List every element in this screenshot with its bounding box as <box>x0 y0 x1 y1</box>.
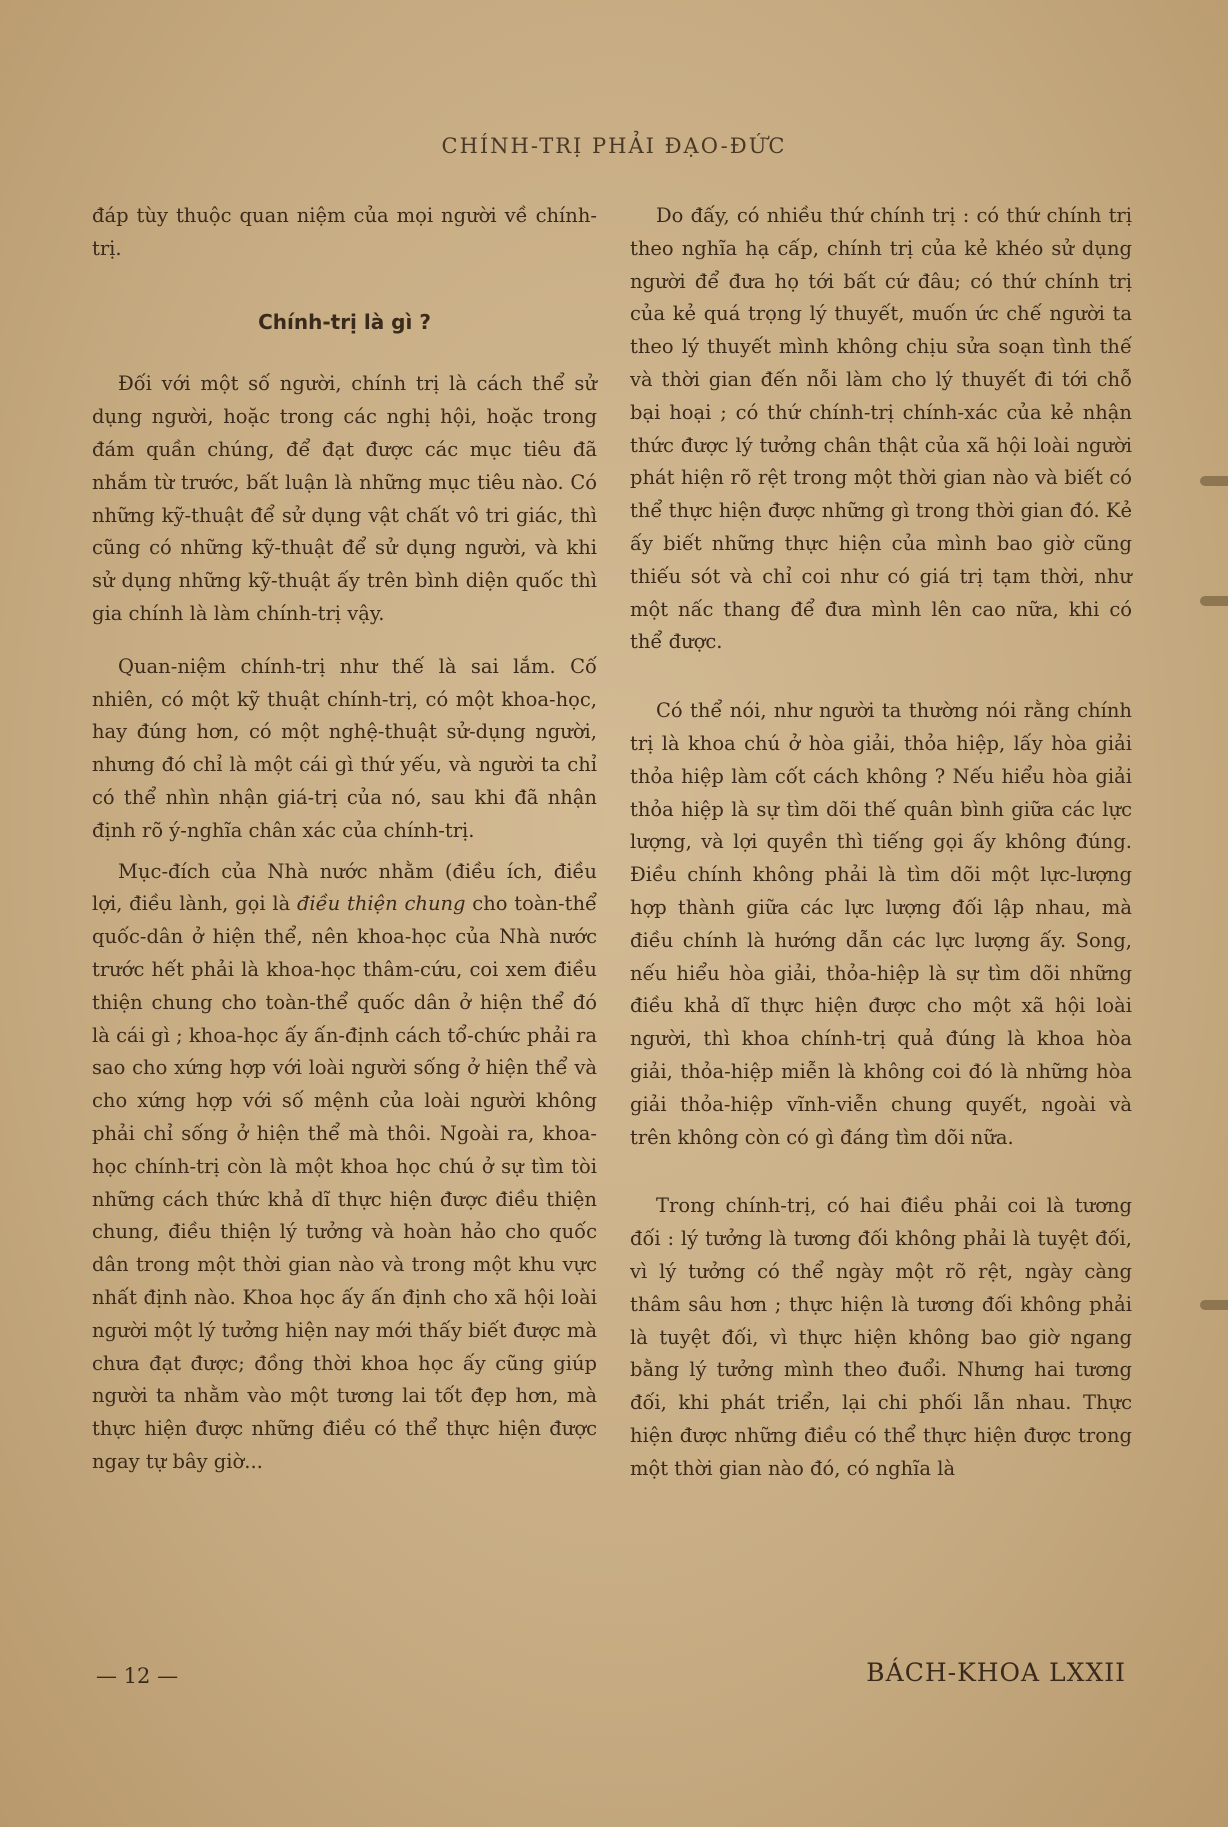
paragraph: Đối với một số người, chính trị là cách thể sử dụng người, hoặc trong các nghị hội, hoặc trong đám quần chúng, để đạt được các mục tiêu đã nhắm từ trước, bất luận là những mục tiêu nào. Có những kỹ-thuật để sử dụng vật chất vô tri giác, thì cũng có những kỹ-thuật để sử dụng người, và khi sử dụng những kỹ-thuật ấy trên bình diện quốc thì gia chính là làm chính-trị vậy. <box>92 372 597 625</box>
magazine-issue: BÁCH-KHOA LXXII <box>866 1658 1126 1687</box>
running-header: CHÍNH-TRỊ PHẢI ĐẠO-ĐỨC <box>441 134 787 158</box>
paragraph: Trong chính-trị, có hai điều phải coi là tương đối : lý tưởng là tương đối không phải là tuyệt đối, vì lý tưởng có thể ngày một rõ rệt, ngày càng thâm sâu hơn ; thực hiện là tương đối không phải là tuyệt đối, vì thực hiện không bao giờ ngang bằng lý tưởng mình theo đuổi. Nhưng hai tương đối, khi phát triển, lại chi phối lẫn nhau. Thực hiện được những điều có thể thực hiện được trong một thời gian nào đó, có nghĩa là <box>630 1194 1132 1480</box>
paragraph: Do đấy, có nhiều thứ chính trị : có thứ chính trị theo nghĩa hạ cấp, chính trị của kẻ khéo sử dụng người để đưa họ tới bất cứ đâu; có thứ chính trị của kẻ quá trọng lý thuyết, muốn ức chế người ta theo lý thuyết mình không chịu sửa soạn tình thế và thời gian đến nỗi làm cho lý thuyết đi tới chỗ bại hoại ; có thứ chính-trị chính-xác của kẻ nhận thức được lý tưởng chân thật của xã hội loài người phát hiện rõ rệt trong một thời gian nào và biết có thể thực hiện được những gì trong thời gian đó. Kẻ ấy biết những thực hiện của mình bao giờ cũng thiếu sót và chỉ coi như có giá trị tạm thời, như một nấc thang để đưa mình lên cao nữa, khi có thể được. <box>630 204 1132 654</box>
paper-edge-mark <box>1200 1300 1228 1310</box>
paper-edge-mark <box>1200 596 1228 606</box>
page-number: — 12 — <box>96 1664 179 1688</box>
paragraph: Có thể nói, như người ta thường nói rằng chính trị là khoa chú ở hòa giải, thỏa hiệp, lấy hòa giải thỏa hiệp làm cốt cách không ? Nếu hiểu hòa giải thỏa hiệp là sự tìm dõi thế quân bình giữa các lực lượng, và lợi quyền thì tiếng gọi ấy không đúng. Điều chính không phải là tìm dõi một lực-lượng hợp thành giữa các lực lượng đối lập nhau, mà điều chính là hướng dẫn các lực lượng ấy. Song, nếu hiểu hòa giải, thỏa-hiệp là sự tìm dõi những điều khả dĩ thực hiện được cho một xã hội loài người, thì khoa chính-trị quả đúng là khoa hòa giải, thỏa-hiệp miễn là không coi đó là những hòa giải thỏa-hiệp vĩnh-viễn chung quyết, ngoài và trên không còn có gì đáng tìm dõi nữa. <box>630 699 1132 1149</box>
emphasis-text: điều thiện chung <box>296 892 466 916</box>
paragraph-continued: đáp tùy thuộc quan niệm của mọi người về chính-trị. <box>92 204 597 260</box>
right-column <box>630 200 1132 1485</box>
paper-edge-mark <box>1200 476 1228 486</box>
paragraph: Mục-đích của Nhà nước nhằm (điều ích, điều lợi, điều lành, gọi là điều thiện chung cho toàn-thể quốc-dân ở hiện thể, nên khoa-học của Nhà nước trước hết phải là khoa-học thâm-cứu, coi xem điều thiện chung cho toàn-thể quốc dân ở hiện thể đó là cái gì ; khoa-học ấy ấn-định cách tổ-chức phải ra sao cho xứng hợp với loài người sống ở hiện thể và cho xứng hợp với số mệnh của loài người không phải chỉ sống ở hiện thể mà thôi. Ngoài ra, khoa-học chính-trị còn là một khoa học chú ở sự tìm tòi những cách thức khả dĩ thực hiện được điều thiện chung, điều thiện lý tưởng và hoàn hảo cho quốc dân trong một thời gian nào và trong một khu vực nhất định nào. Khoa học ấy ấn định cho xã hội loài người một lý tưởng hiện nay mới thấy biết được mà chưa đạt được; đồng thời khoa học ấy cũng giúp người ta nhằm vào một tương lai tốt đẹp hơn, mà thực hiện được những điều có thể thực hiện được ngay tự bây giờ... <box>92 859 598 1473</box>
section-heading: Chính-trị là gì ? <box>258 309 431 334</box>
left-column <box>92 200 597 1479</box>
paragraph: Quan-niệm chính-trị như thế là sai lắm. Cố nhiên, có một kỹ thuật chính-trị, có một khoa-học, hay đúng hơn, có một nghệ-thuật sử-dụng người, nhưng đó chỉ là một cái gì thứ yếu, và người ta chỉ có thể nhìn nhận giá-trị của nó, sau khi đã nhận định rõ ý-nghĩa chân xác của chính-trị. <box>92 654 597 842</box>
